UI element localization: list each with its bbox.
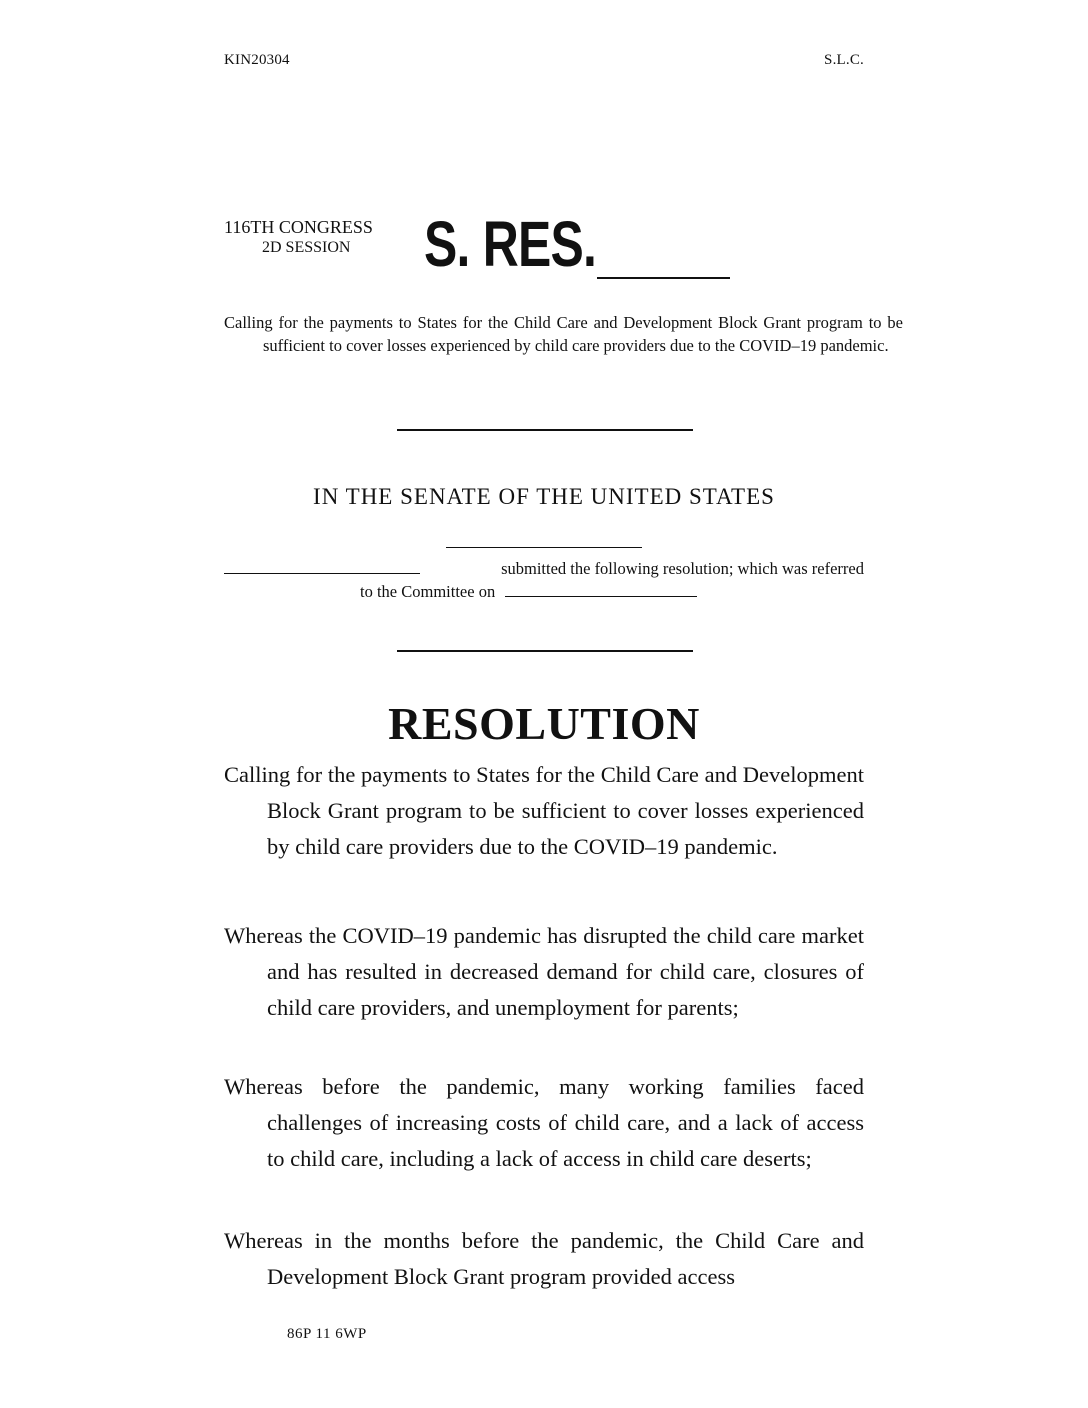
action-statement xyxy=(224,557,864,603)
whereas-clause: Whereas in the months before the pandemic, the Child Care and Development Block Grant program provided access xyxy=(224,1228,864,1289)
document-title: RESOLUTION xyxy=(388,698,700,749)
footer-code: 86P 11 6WP xyxy=(287,1326,367,1342)
whereas-clause: Whereas the COVID–19 pandemic has disrupted the child care market and has resulted in decreased demand for child care, closures of child care providers, and unemployment for parents; xyxy=(224,923,864,1020)
divider-rule xyxy=(397,650,693,652)
sponsor-blank xyxy=(224,559,420,574)
congress-label: 116TH CONGRESS xyxy=(224,217,373,237)
document-id: KIN20304 xyxy=(224,52,290,68)
office-code: S.L.C. xyxy=(824,52,864,68)
bill-type: S. RES. xyxy=(424,208,597,280)
resolution-title-paragraph: Calling for the payments to States for the Child Care and Development Block Grant program to be sufficient to cover losses experienced by child care providers due to the COVID–19 pandemic. xyxy=(224,762,864,859)
submitted-text: submitted the following resolution; which was referred xyxy=(501,559,864,578)
date-blank-line xyxy=(446,547,642,548)
short-title: Calling for the payments to States for the Child Care and Development Block Grant program to be sufficient to cover losses experienced by child care providers due to the COVID–19 pandemic. xyxy=(224,313,903,355)
committee-text: to the Committee on xyxy=(360,582,496,601)
chamber-heading: IN THE SENATE OF THE UNITED STATES xyxy=(313,484,775,509)
divider-rule xyxy=(397,429,693,431)
whereas-clause: Whereas before the pandemic, many working families faced challenges of increasing costs of child care, and a lack of access to child care, including a lack of access in child care deserts; xyxy=(224,1074,864,1171)
session-label: 2D SESSION xyxy=(262,239,351,256)
committee-blank xyxy=(505,582,697,597)
bill-number-blank xyxy=(597,277,730,279)
